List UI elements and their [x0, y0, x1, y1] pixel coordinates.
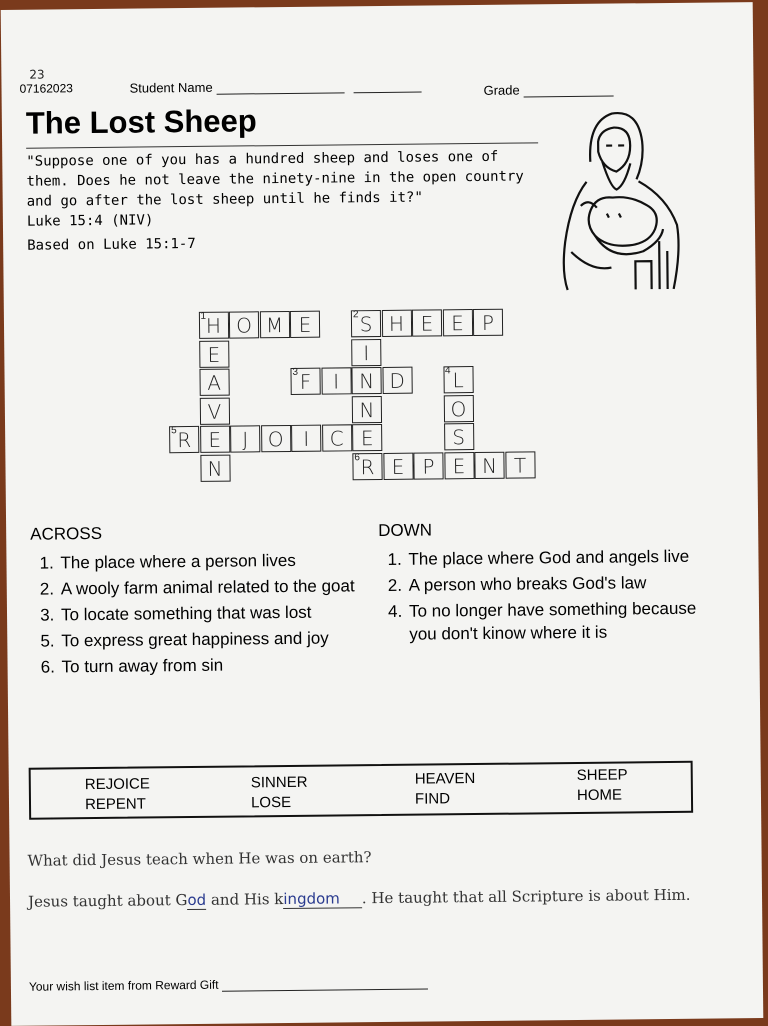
date-field — [19, 67, 73, 96]
crossword-cell[interactable]: N — [474, 451, 504, 478]
crossword-cell[interactable]: E — [199, 340, 229, 367]
question-text: What did Jesus teach when He was on earth? — [27, 848, 372, 870]
crossword-cell[interactable]: E — [442, 309, 472, 336]
crossword-cell[interactable]: F — [290, 368, 320, 395]
crossword-cell[interactable]: P — [473, 309, 503, 336]
crossword-cell[interactable]: S — [351, 310, 381, 337]
student-name-field — [129, 78, 422, 96]
wish-list-line[interactable] — [222, 977, 428, 992]
across-clue: 5. To express great happiness and joy — [59, 626, 361, 652]
crossword-clue-number: 5 — [171, 425, 177, 437]
wish-list-label: Your wish list item from Reward Gift — [28, 977, 219, 994]
crossword-cell[interactable]: H — [381, 310, 411, 337]
crossword-cell[interactable]: E — [352, 424, 382, 451]
crossword-cell[interactable]: E — [290, 311, 320, 338]
crossword-cell[interactable]: R — [169, 426, 199, 453]
crossword-cell[interactable]: N — [200, 454, 230, 481]
crossword-cell[interactable]: E — [383, 452, 413, 479]
crossword-cell[interactable]: E — [444, 452, 474, 479]
crossword-cell[interactable]: O — [229, 311, 259, 338]
across-clues — [30, 548, 361, 681]
word-bank-item: FIND — [414, 790, 451, 808]
grade-field — [483, 82, 613, 98]
crossword-clue-number: 6 — [354, 451, 361, 463]
crossword-cell[interactable]: N — [352, 395, 382, 422]
answer-part-2: and His k — [206, 890, 284, 909]
crossword-cell[interactable]: L — [443, 366, 473, 393]
answer-fill-kingdom[interactable]: ingdom — [283, 889, 362, 909]
wish-list-field — [29, 976, 428, 994]
word-bank-item: LOSE — [250, 793, 292, 812]
student-name-label: Student Name — [129, 79, 213, 96]
down-clue: 1. The place where God and angels live — [406, 545, 698, 571]
crossword-cell[interactable]: E — [412, 309, 442, 336]
word-bank — [29, 761, 694, 820]
down-heading: DOWN — [378, 520, 433, 541]
crossword-clue-number: 4 — [444, 365, 451, 377]
worksheet-title: The Lost Sheep — [25, 103, 257, 141]
crossword-cell[interactable]: H — [198, 312, 228, 339]
quote-text: "Suppose one of you has a hundred sheep and loses one of them. Does he not leave the ninety-nine in the open country and go after the lost sheep until he finds it?" — [26, 148, 524, 210]
across-clue: 1. The place where a person lives — [58, 548, 360, 574]
answer-fill-god[interactable]: od — [187, 890, 207, 910]
crossword-cell[interactable]: I — [321, 367, 351, 394]
crossword-cell[interactable]: I — [291, 425, 321, 452]
crossword-cell[interactable]: M — [259, 311, 289, 338]
date-correction: 23 — [29, 67, 45, 82]
word-bank-item: REPENT — [84, 795, 146, 814]
crossword-cell[interactable]: A — [199, 369, 229, 396]
across-clue: 2. A wooly farm animal related to the goat — [59, 574, 361, 600]
word-bank-item: REJOICE — [84, 775, 150, 794]
answer-part-1: Jesus taught about G — [27, 891, 188, 911]
crossword-cell[interactable]: V — [199, 397, 229, 424]
across-clue: 3. To locate something that was lost — [59, 600, 361, 626]
student-name-line[interactable] — [216, 80, 344, 94]
student-name-line-2[interactable] — [354, 80, 422, 94]
grade-line[interactable] — [523, 84, 613, 98]
crossword-cell[interactable]: C — [322, 424, 352, 451]
crossword-clue-number: 3 — [292, 366, 299, 378]
crossword-clue-number: 1 — [200, 310, 207, 322]
jesus-lamb-illustration — [550, 101, 692, 292]
based-on: Based on Luke 15:1-7 — [27, 235, 196, 254]
crossword-cell[interactable]: O — [261, 425, 291, 452]
crossword-cell[interactable]: E — [200, 426, 230, 453]
crossword-cell[interactable]: T — [505, 451, 535, 478]
answer-paragraph — [28, 881, 698, 916]
grade-label: Grade — [483, 82, 520, 98]
word-bank-item: HOME — [576, 786, 623, 804]
crossword-cell[interactable]: R — [352, 452, 382, 479]
across-clue: 6. To turn away from sin — [59, 652, 361, 678]
crossword-cell[interactable]: D — [382, 367, 412, 394]
across-heading: ACROSS — [30, 523, 103, 544]
crossword-cell[interactable]: P — [413, 452, 443, 479]
scripture-quote — [26, 146, 527, 231]
crossword-cell[interactable]: O — [443, 395, 473, 422]
crossword-cell[interactable]: S — [444, 423, 474, 450]
crossword-cell[interactable]: I — [351, 338, 381, 365]
worksheet-page — [1, 2, 764, 1026]
down-clues — [378, 545, 699, 649]
crossword-cell[interactable]: N — [351, 367, 381, 394]
word-bank-item: SINNER — [250, 773, 308, 792]
quote-reference: Luke 15:4 (NIV) — [26, 212, 154, 230]
word-bank-item: SHEEP — [576, 766, 628, 784]
word-bank-item: HEAVEN — [414, 770, 476, 788]
down-clue: 4. To no longer have something because you don't kinow where it is — [407, 597, 699, 646]
answer-part-3: . He taught that all Scripture is about Him. — [361, 885, 691, 908]
crossword-clue-number: 2 — [352, 309, 359, 321]
crossword-cell[interactable]: J — [230, 425, 260, 452]
date-text: 07162023 — [19, 81, 73, 96]
down-clue: 2. A person who breaks God's law — [407, 571, 699, 597]
